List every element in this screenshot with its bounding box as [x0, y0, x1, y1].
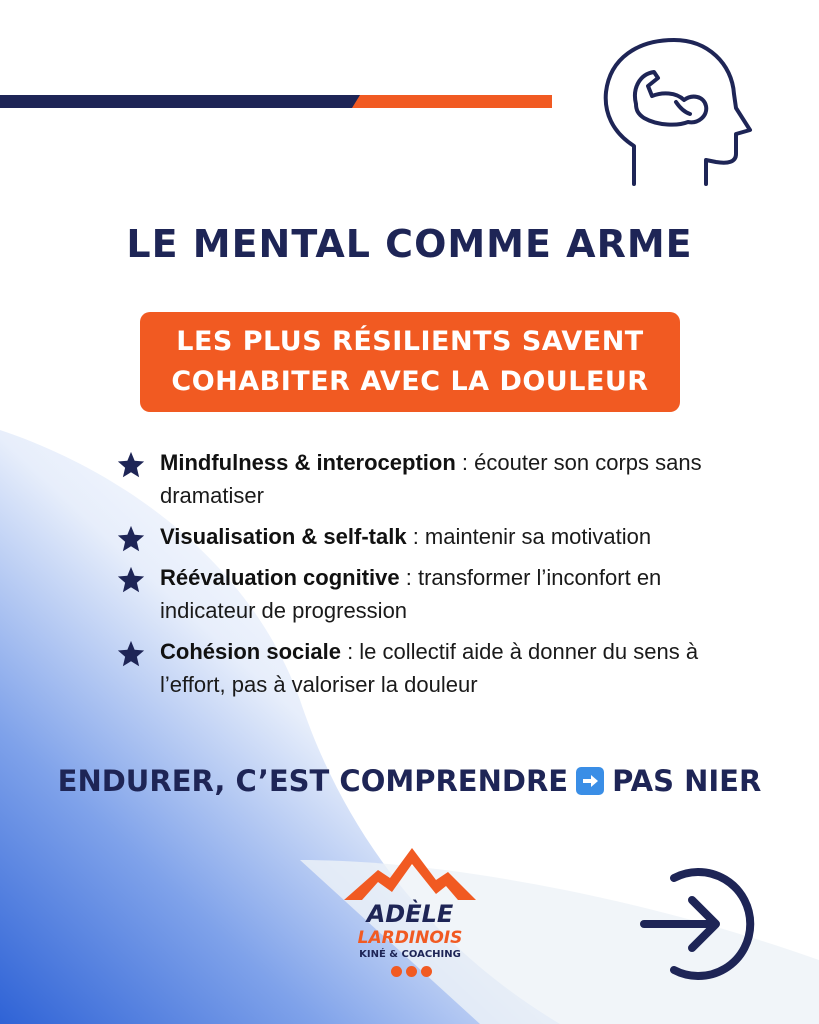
bullet-list [116, 446, 736, 709]
list-item [116, 635, 736, 701]
subtitle-banner [140, 312, 680, 412]
bullet-text: : maintenir sa motivation [406, 524, 652, 549]
star-icon [116, 524, 146, 554]
bullet-heading: Mindfulness & interoception [160, 450, 456, 475]
bullet-text: : transformer l’inconfort en indicateur de progression [160, 565, 662, 623]
bullet-text: : le collectif aide à donner du sens à l’effort, pas à valoriser la douleur [160, 639, 699, 697]
mountain-logo-icon [340, 842, 480, 902]
orange-stripe [352, 95, 552, 108]
star-icon [116, 565, 146, 595]
logo-sport-icons [391, 966, 432, 977]
bullet-heading: Cohésion sociale [160, 639, 341, 664]
bullet-text: : écouter son corps sans dramatiser [160, 450, 702, 508]
list-item [116, 561, 736, 627]
navy-stripe [0, 95, 360, 108]
list-item [116, 446, 736, 512]
star-icon [116, 450, 146, 480]
tagline-right: PAS NIER [612, 764, 762, 798]
logo-tagline: KINÉ & COACHING [359, 949, 461, 960]
subtitle-line-1: LES PLUS RÉSILIENTS SAVENT [176, 326, 644, 357]
tagline-left: ENDURER, C’EST COMPRENDRE [57, 764, 569, 798]
subtitle-line-2: COHABITER AVEC LA DOULEUR [171, 366, 649, 397]
bullet-heading: Réévaluation cognitive [160, 565, 400, 590]
bullet-heading: Visualisation & self-talk [160, 524, 407, 549]
star-icon [116, 639, 146, 669]
page-title: LE MENTAL COMME ARME [126, 222, 693, 266]
list-item [116, 520, 736, 553]
head-with-flexed-arm-icon [596, 34, 756, 190]
brand-logo [340, 842, 480, 982]
logo-first-name: ADÈLE [366, 900, 454, 928]
right-arrow-emoji-icon [576, 767, 604, 795]
logo-last-name: LARDINOIS [357, 928, 463, 948]
tagline [0, 764, 819, 798]
circle-arrow-right-icon[interactable] [636, 862, 756, 986]
